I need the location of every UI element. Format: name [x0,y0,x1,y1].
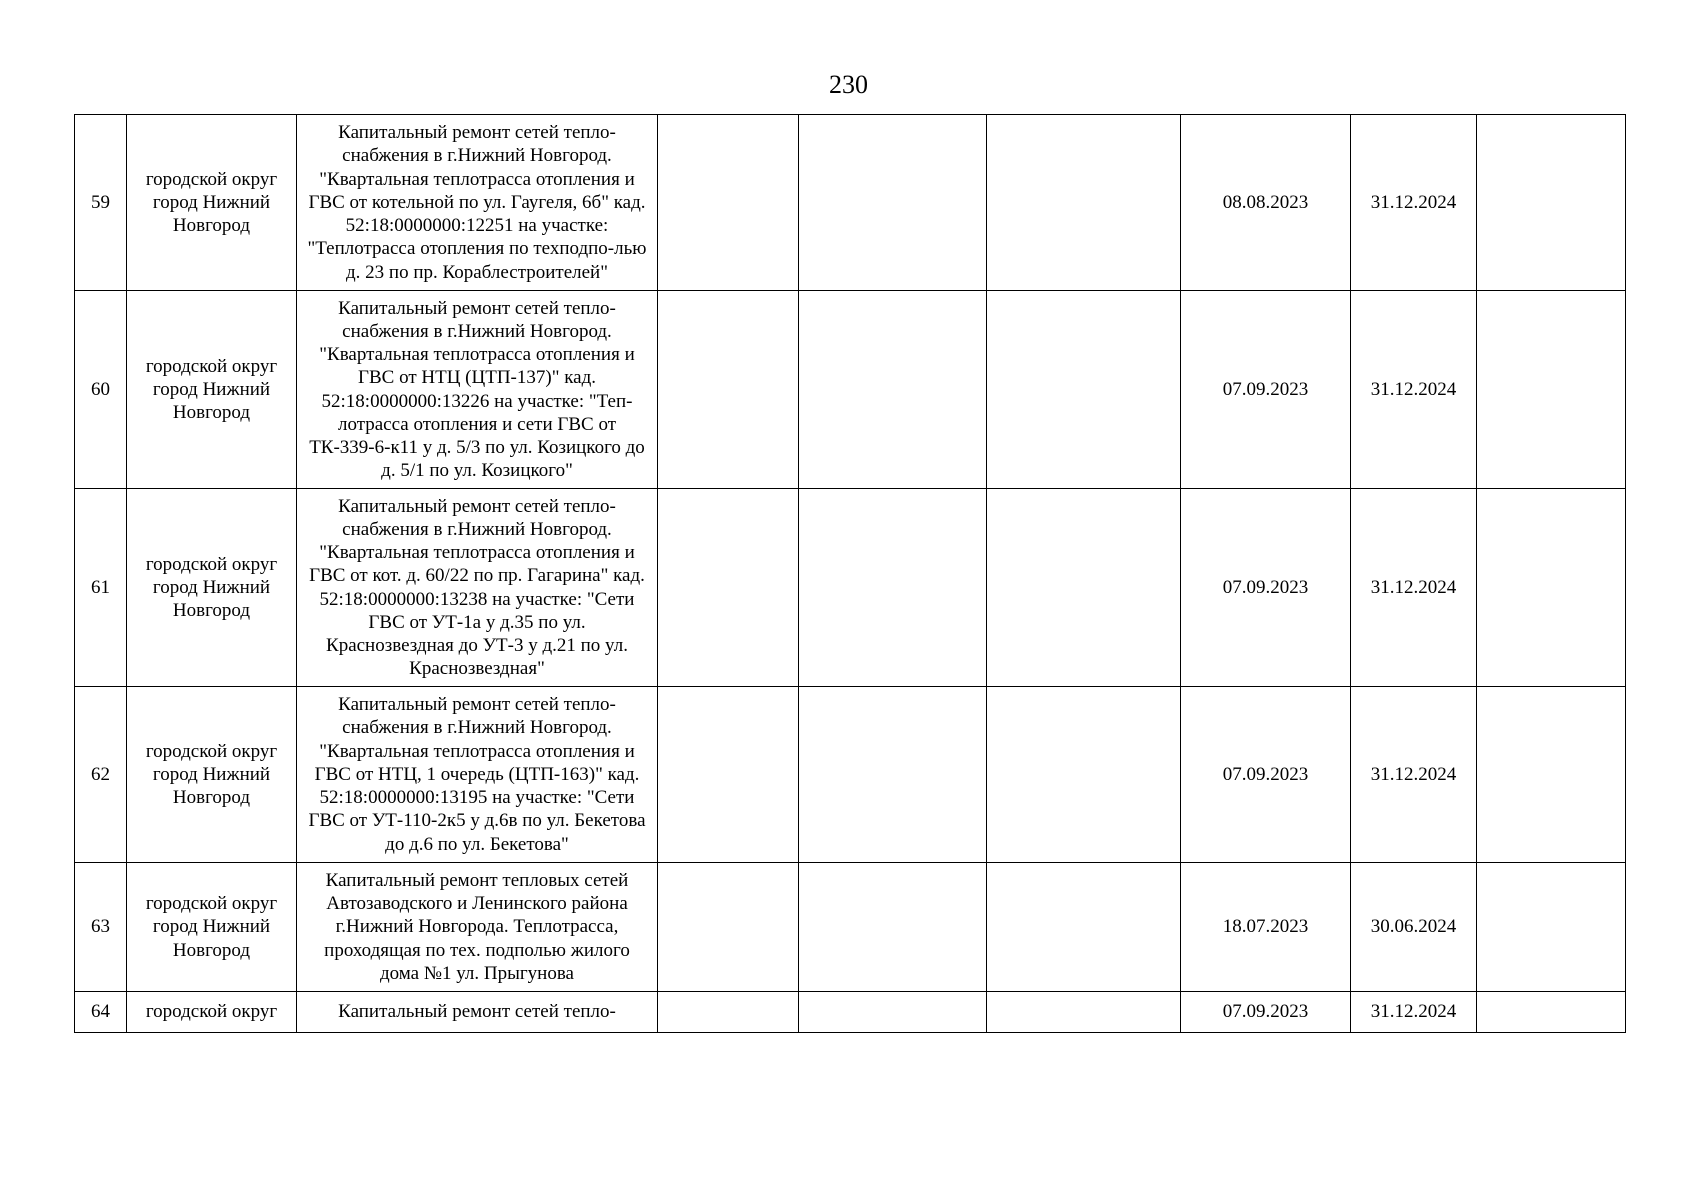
end-date-cell: 31.12.2024 [1351,489,1477,687]
table-row [75,291,1626,489]
description-cell: Капитальный ремонт сетей тепло-снабжения в г.Нижний Новгород. "Квартальная теплотрасса отопления и ГВС от НТЦ, 1 очередь (ЦТП-163)" кад. 52:18:0000000:13195 на участке: "Сети ГВС от УТ-110-2к5 у д.6в по ул. Бекетова до д.6 по ул. Бекетова" [297,687,658,863]
start-date-cell: 08.08.2023 [1181,115,1351,291]
empty-cell [987,687,1181,863]
empty-cell [799,863,987,992]
works-table [74,114,1626,1033]
empty-cell [1477,291,1626,489]
empty-cell [987,489,1181,687]
empty-cell [658,687,799,863]
empty-cell [1477,489,1626,687]
empty-cell [987,863,1181,992]
empty-cell [658,115,799,291]
empty-cell [987,291,1181,489]
start-date-cell: 07.09.2023 [1181,489,1351,687]
row-number: 59 [75,115,127,291]
municipality-cell: городской округ [127,992,297,1033]
empty-cell [658,992,799,1033]
empty-cell [799,992,987,1033]
municipality-cell: городской округ город Нижний Новгород [127,863,297,992]
page-number: 230 [829,70,868,99]
empty-cell [799,687,987,863]
municipality-cell: городской округ город Нижний Новгород [127,115,297,291]
description-cell: Капитальный ремонт сетей тепло-снабжения в г.Нижний Новгород. "Квартальная теплотрасса отопления и ГВС от кот. д. 60/22 по пр. Гагарина" кад. 52:18:0000000:13238 на участке: "Сети ГВС от УТ-1а у д.35 по ул. Краснозвездная до УТ-3 у д.21 по ул. Краснозвездная" [297,489,658,687]
row-number: 63 [75,863,127,992]
empty-cell [799,489,987,687]
row-number: 64 [75,992,127,1033]
table-row [75,687,1626,863]
row-number: 61 [75,489,127,687]
empty-cell [658,863,799,992]
municipality-cell: городской округ город Нижний Новгород [127,291,297,489]
municipality-cell: городской округ город Нижний Новгород [127,687,297,863]
end-date-cell: 31.12.2024 [1351,992,1477,1033]
start-date-cell: 18.07.2023 [1181,863,1351,992]
end-date-cell: 31.12.2024 [1351,291,1477,489]
table-row [75,489,1626,687]
empty-cell [987,115,1181,291]
start-date-cell: 07.09.2023 [1181,291,1351,489]
empty-cell [1477,115,1626,291]
table-row [75,863,1626,992]
empty-cell [1477,992,1626,1033]
empty-cell [987,992,1181,1033]
empty-cell [799,291,987,489]
description-cell: Капитальный ремонт сетей тепло-снабжения в г.Нижний Новгород. "Квартальная теплотрасса отопления и ГВС от НТЦ (ЦТП-137)" кад. 52:18:0000000:13226 на участке: "Теп-лотрасса отопления и сети ГВС от ТК-339-6-к11 у д. 5/3 по ул. Козицкого до д. 5/1 по ул. Козицкого" [297,291,658,489]
row-number: 60 [75,291,127,489]
table-row [75,115,1626,291]
table-row [75,992,1626,1033]
start-date-cell: 07.09.2023 [1181,687,1351,863]
empty-cell [1477,687,1626,863]
empty-cell [799,115,987,291]
description-cell: Капитальный ремонт сетей тепло- [297,992,658,1033]
description-cell: Капитальный ремонт сетей тепло-снабжения в г.Нижний Новгород. "Квартальная теплотрасса отопления и ГВС от котельной по ул. Гаугеля, 6б" кад. 52:18:0000000:12251 на участке: "Теплотрасса отопления по техподпо-лью д. 23 по пр. Кораблестроителей" [297,115,658,291]
row-number: 62 [75,687,127,863]
empty-cell [1477,863,1626,992]
start-date-cell: 07.09.2023 [1181,992,1351,1033]
end-date-cell: 31.12.2024 [1351,115,1477,291]
empty-cell [658,489,799,687]
empty-cell [658,291,799,489]
end-date-cell: 30.06.2024 [1351,863,1477,992]
description-cell: Капитальный ремонт тепловых сетей Автозаводского и Ленинского района г.Нижний Новгорода. Теплотрасса, проходящая по тех. подполью жилого дома №1 ул. Прыгунова [297,863,658,992]
end-date-cell: 31.12.2024 [1351,687,1477,863]
municipality-cell: городской округ город Нижний Новгород [127,489,297,687]
